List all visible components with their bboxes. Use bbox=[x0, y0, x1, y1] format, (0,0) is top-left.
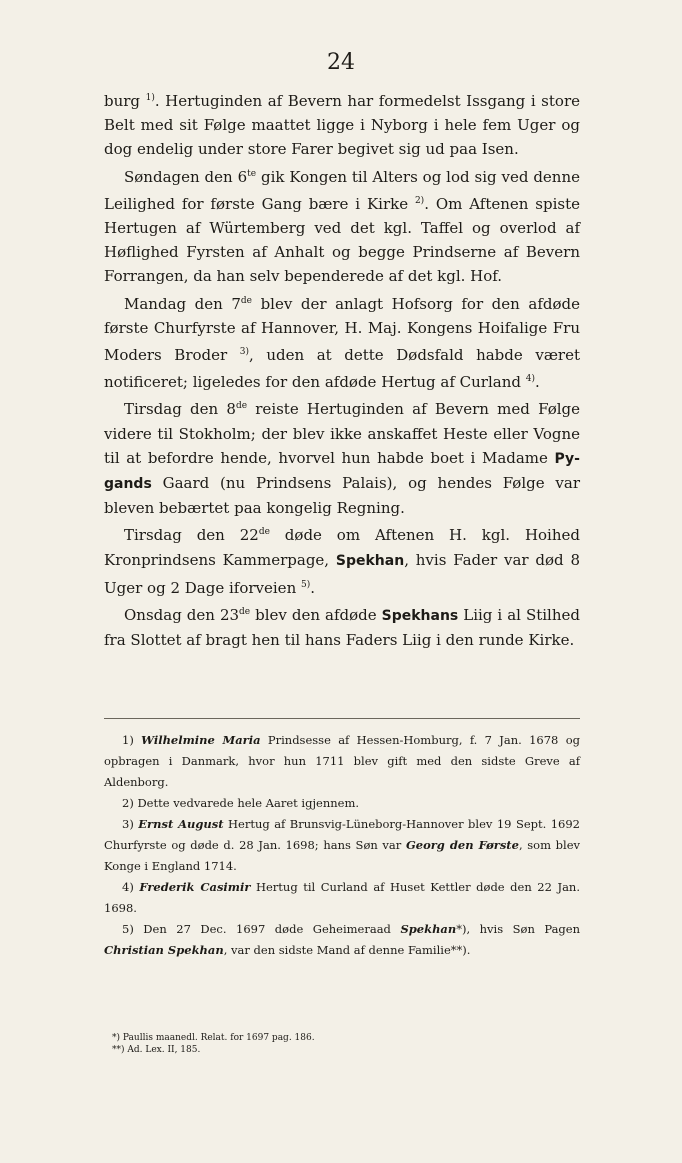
paragraph-6 bbox=[104, 600, 580, 652]
paragraph-3 bbox=[104, 289, 580, 395]
footnote-ref: 2) bbox=[414, 195, 425, 206]
text-run: . bbox=[534, 373, 540, 392]
paragraph-2 bbox=[104, 162, 580, 289]
text-run: , uden at dette Dødsfald habde været notificeret; ligeledes for den afdøde Hertug af Curland bbox=[104, 346, 580, 392]
note-text: 2) Dette vedvarede hele Aaret igjennem. bbox=[122, 796, 360, 810]
note-text: Hertug af Brunsvig-Lüneborg-Hannover blev 19 Sept. 1692 Churfyrste og døde d. 28 Jan. 1698; hans Søn var bbox=[104, 817, 581, 852]
note-text: 3) bbox=[122, 817, 139, 831]
sub-footnote-1 bbox=[104, 1032, 580, 1044]
emphasized-name: Py-gands bbox=[104, 450, 580, 493]
footnote-ref: 4) bbox=[525, 374, 535, 385]
note-text: **) Ad. Lex. II, 185. bbox=[112, 1045, 201, 1055]
note-text: 4) bbox=[122, 880, 140, 894]
footnote-ref: 5) bbox=[301, 579, 311, 590]
text-run: gik Kongen til Alters og lod sig ved denne Leilighed for første Gang bære i Kirke bbox=[104, 167, 581, 213]
footnotes bbox=[104, 730, 580, 961]
emphasized-name: Spekhans bbox=[381, 608, 459, 625]
person-name: Wilhelmine Maria bbox=[141, 733, 261, 747]
note-text: 5) Den 27 Dec. 1697 døde Geheimeraad bbox=[122, 922, 401, 936]
emphasized-name: Spekhan bbox=[335, 552, 405, 569]
text-run: Onsdag den 23 bbox=[124, 606, 240, 625]
footnote-ref: de bbox=[235, 401, 248, 412]
text-run: . Om Aftenen spiste Hertugen af Würtemberg ved det kgl. Taffel og overlod af Høflighed Fyrsten af Anhalt og begge Prindserne af Bevern Forrangen, da han selv bependerede af det kgl. Hof. bbox=[104, 194, 580, 286]
sub-footnote-2 bbox=[104, 1044, 580, 1056]
paragraph-4 bbox=[104, 394, 580, 520]
text-run: døde om Aftenen H. kgl. Hoihed Kronprindsens Kammerpage, bbox=[104, 526, 580, 569]
footnote-3 bbox=[104, 814, 580, 877]
note-text: *), hvis Søn Pagen bbox=[456, 922, 581, 936]
footnote-4 bbox=[104, 877, 580, 919]
note-text: *) bbox=[112, 1033, 123, 1043]
paragraph-1 bbox=[104, 86, 580, 162]
text-run: reiste Hertuginden af Bevern med Følge videre til Stokholm; der blev ikke anskaffet Heste eller Vogne til at befordre hende, hvorvel hun habde boet i Madame bbox=[104, 400, 580, 467]
person-name: Frederik Casimir bbox=[139, 880, 251, 894]
footnote-1 bbox=[104, 730, 580, 793]
note-text: , var den sidste Mand af denne Familie**). bbox=[223, 943, 471, 957]
note-text: Hertug til Curland af Huset Kettler døde den 22 Jan. 1698. bbox=[104, 880, 580, 915]
note-text: Prindsesse af Hessen-Homburg, f. 7 Jan. 1678 og opbragen i Danmark, hvor hun 1711 blev gift med den sidste Greve af Aldenborg. bbox=[104, 733, 580, 789]
person-name: Spekhan bbox=[400, 922, 457, 936]
footnote-2 bbox=[104, 793, 580, 814]
note-text: 1) bbox=[122, 733, 142, 747]
text-run: Søndagen den 6 bbox=[124, 167, 248, 186]
footnote-divider bbox=[104, 718, 580, 719]
sub-footnotes bbox=[104, 1032, 580, 1056]
text-run: blev der anlagt Hofsorg for den afdøde første Churfyrste af Hannover, H. Maj. Kongens Hoifalige Fru Moders Broder bbox=[104, 294, 580, 365]
footnote-ref: 1) bbox=[145, 93, 155, 103]
footnote-ref: de bbox=[258, 527, 270, 538]
footnote-ref: de bbox=[239, 607, 251, 618]
footnote-ref: de bbox=[240, 295, 253, 306]
text-run: , hvis Fader var død 8 Uger og 2 Dage iforveien bbox=[104, 550, 580, 597]
person-name: Ernst August bbox=[138, 817, 224, 831]
text-run: . Hertuginden af Bevern har formedelst Issgang i store Belt med sit Følge maattet ligge i Nyborg i hele fem Uger og dog endelig under store Farer begivet sig ud paa Isen. bbox=[104, 92, 580, 159]
text-run: Liig i al Stilhed fra Slottet af bragt hen til hans Faders Liig i den runde Kirke. bbox=[104, 606, 580, 650]
text-run: . bbox=[310, 578, 316, 597]
body-text bbox=[104, 86, 580, 652]
footnote-5 bbox=[104, 919, 580, 961]
text-run: Tirsdag den 22 bbox=[124, 526, 259, 545]
person-name: Christian Spekhan bbox=[104, 943, 224, 957]
person-name: Georg den Første bbox=[405, 838, 519, 852]
page-number: 24 bbox=[327, 50, 355, 75]
paragraph-5 bbox=[104, 520, 580, 600]
text-run: Tirsdag den 8 bbox=[124, 400, 236, 419]
footnote-ref: 3) bbox=[239, 347, 250, 358]
text-run: Gaard (nu Prindsens Palais), og hendes Følge var bleven bebærtet paa kongelig Regning. bbox=[104, 474, 580, 518]
footnote-ref: te bbox=[247, 168, 257, 179]
text-run: blev den afdøde bbox=[250, 606, 382, 625]
note-text: , som blev Konge i England 1714. bbox=[104, 838, 580, 873]
text-run: burg bbox=[104, 92, 146, 110]
note-text: maanedl. Relat. for 1697 pag. 186. bbox=[152, 1033, 315, 1043]
person-name: Paullis bbox=[122, 1033, 153, 1043]
text-run: Mandag den 7 bbox=[124, 294, 241, 313]
